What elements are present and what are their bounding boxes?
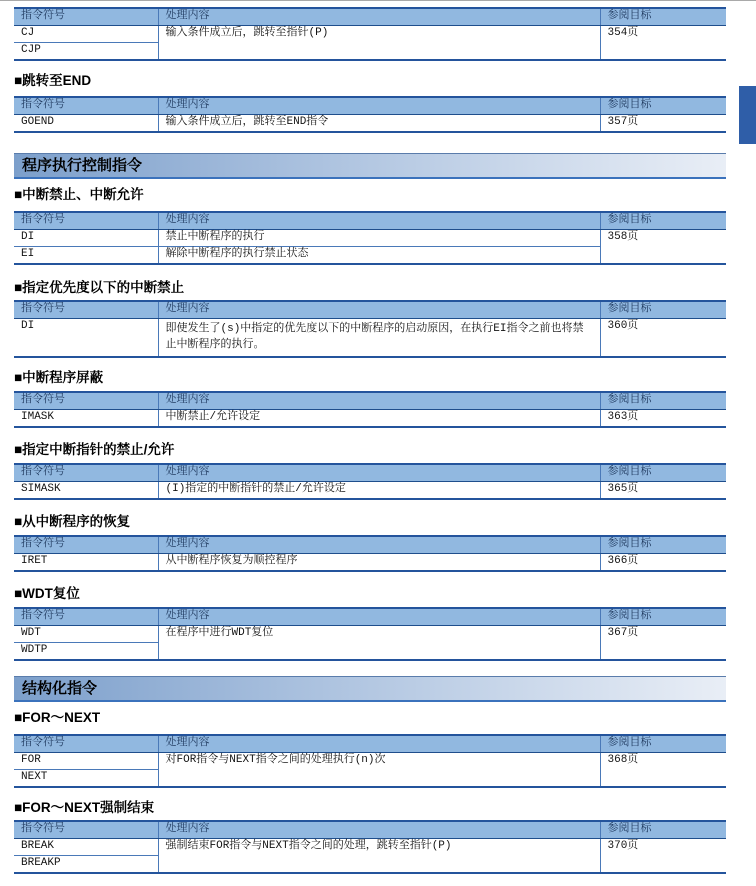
- symbol-cell: DI: [14, 230, 158, 247]
- table-row: [14, 410, 726, 428]
- description-cell: 中断禁止/允许设定: [158, 410, 600, 428]
- description-cell: 从中断程序恢复为顺控程序: [158, 554, 600, 572]
- col-header-symbol: 指令符号: [14, 301, 158, 319]
- col-header-content: 处理内容: [158, 735, 600, 753]
- table-header-row: [14, 464, 726, 482]
- col-header-ref: 参阅目标: [600, 392, 726, 410]
- instruction-table-wdt: [14, 607, 726, 661]
- ref-cell: 360页: [600, 319, 726, 358]
- table-header-row: [14, 392, 726, 410]
- col-header-ref: 参阅目标: [600, 97, 726, 115]
- ref-cell: 354页: [600, 26, 726, 61]
- subheading-simask: ■指定中断指针的禁止/允许: [14, 442, 175, 457]
- ref-cell: 365页: [600, 482, 726, 500]
- col-header-symbol: 指令符号: [14, 464, 158, 482]
- description-cell: 对FOR指令与NEXT指令之间的处理执行(n)次: [158, 753, 600, 788]
- symbol-cell: FOR: [14, 753, 158, 770]
- col-header-ref: 参阅目标: [600, 608, 726, 626]
- col-header-content: 处理内容: [158, 392, 600, 410]
- ref-cell: 370页: [600, 839, 726, 874]
- instruction-table-for-next: [14, 734, 726, 788]
- ref-cell: 363页: [600, 410, 726, 428]
- subheading-for-next: ■FOR～NEXT: [14, 710, 101, 725]
- subheading-break: ■FOR～NEXT强制结束: [14, 800, 155, 815]
- symbol-cell: IMASK: [14, 410, 158, 428]
- table-row: [14, 626, 726, 643]
- table-row: [14, 115, 726, 133]
- symbol-cell: NEXT: [14, 770, 158, 788]
- table-row: [14, 753, 726, 770]
- subheading-wdt: ■WDT复位: [14, 586, 80, 601]
- table-row: [14, 319, 726, 358]
- description-cell: 解除中断程序的执行禁止状态: [158, 247, 600, 265]
- symbol-cell: DI: [14, 319, 158, 358]
- symbol-cell: WDT: [14, 626, 158, 643]
- description-cell: (I)指定的中断指针的禁止/允许设定: [158, 482, 600, 500]
- col-header-ref: 参阅目标: [600, 536, 726, 554]
- table-row: [14, 230, 726, 247]
- col-header-content: 处理内容: [158, 464, 600, 482]
- col-header-ref: 参阅目标: [600, 8, 726, 26]
- ref-cell: 366页: [600, 554, 726, 572]
- symbol-cell: SIMASK: [14, 482, 158, 500]
- col-header-symbol: 指令符号: [14, 392, 158, 410]
- col-header-content: 处理内容: [158, 301, 600, 319]
- col-header-symbol: 指令符号: [14, 8, 158, 26]
- col-header-symbol: 指令符号: [14, 821, 158, 839]
- description-cell: 强制结束FOR指令与NEXT指令之间的处理，跳转至指针(P): [158, 839, 600, 874]
- table-header-row: [14, 301, 726, 319]
- page-content: [14, 7, 726, 874]
- col-header-ref: 参阅目标: [600, 735, 726, 753]
- subheading-jump-end: ■跳转至END: [14, 73, 92, 88]
- instruction-table-iret: [14, 535, 726, 572]
- subheading-di-priority: ■指定优先度以下的中断禁止: [14, 280, 185, 295]
- instruction-table-imask: [14, 391, 726, 428]
- description-cell: 在程序中进行WDT复位: [158, 626, 600, 661]
- symbol-cell: CJP: [14, 43, 158, 61]
- table-row: [14, 554, 726, 572]
- section-header-structured: 结构化指令: [14, 676, 726, 702]
- table-row: [14, 839, 726, 856]
- col-header-content: 处理内容: [158, 8, 600, 26]
- ref-cell: 357页: [600, 115, 726, 133]
- col-header-content: 处理内容: [158, 97, 600, 115]
- instruction-table-cj: [14, 7, 726, 61]
- instruction-table-di-ei: [14, 211, 726, 265]
- subheading-di-ei: ■中断禁止、中断允许: [14, 187, 144, 202]
- chapter-side-tab: [739, 86, 756, 144]
- page-top-edge: [0, 0, 756, 1]
- ref-cell: 367页: [600, 626, 726, 661]
- table-row: [14, 482, 726, 500]
- subheading-iret: ■从中断程序的恢复: [14, 514, 131, 529]
- table-header-row: [14, 212, 726, 230]
- instruction-table-simask: [14, 463, 726, 500]
- table-header-row: [14, 536, 726, 554]
- symbol-cell: GOEND: [14, 115, 158, 133]
- col-header-symbol: 指令符号: [14, 608, 158, 626]
- col-header-symbol: 指令符号: [14, 212, 158, 230]
- col-header-symbol: 指令符号: [14, 735, 158, 753]
- col-header-ref: 参阅目标: [600, 212, 726, 230]
- table-row: [14, 26, 726, 43]
- table-header-row: [14, 8, 726, 26]
- instruction-table-di-priority: [14, 300, 726, 358]
- col-header-content: 处理内容: [158, 608, 600, 626]
- col-header-symbol: 指令符号: [14, 97, 158, 115]
- col-header-ref: 参阅目标: [600, 301, 726, 319]
- col-header-content: 处理内容: [158, 536, 600, 554]
- description-cell: 输入条件成立后，跳转至指针(P): [158, 26, 600, 61]
- symbol-cell: CJ: [14, 26, 158, 43]
- subheading-imask: ■中断程序屏蔽: [14, 370, 104, 385]
- col-header-ref: 参阅目标: [600, 821, 726, 839]
- table-header-row: [14, 608, 726, 626]
- table-header-row: [14, 735, 726, 753]
- symbol-cell: WDTP: [14, 643, 158, 661]
- table-header-row: [14, 97, 726, 115]
- table-header-row: [14, 821, 726, 839]
- instruction-table-goend: [14, 96, 726, 133]
- symbol-cell: BREAKP: [14, 856, 158, 874]
- ref-cell: 368页: [600, 753, 726, 788]
- col-header-content: 处理内容: [158, 212, 600, 230]
- symbol-cell: IRET: [14, 554, 158, 572]
- description-cell: 禁止中断程序的执行: [158, 230, 600, 247]
- ref-cell: 358页: [600, 230, 726, 265]
- col-header-content: 处理内容: [158, 821, 600, 839]
- symbol-cell: EI: [14, 247, 158, 265]
- instruction-table-break: [14, 820, 726, 874]
- description-cell: 输入条件成立后，跳转至END指令: [158, 115, 600, 133]
- section-header-program-exec: 程序执行控制指令: [14, 153, 726, 179]
- col-header-symbol: 指令符号: [14, 536, 158, 554]
- col-header-ref: 参阅目标: [600, 464, 726, 482]
- symbol-cell: BREAK: [14, 839, 158, 856]
- description-cell: 即使发生了(s)中指定的优先度以下的中断程序的启动原因，在执行EI指令之前也将禁止中断程序的执行。: [158, 319, 600, 358]
